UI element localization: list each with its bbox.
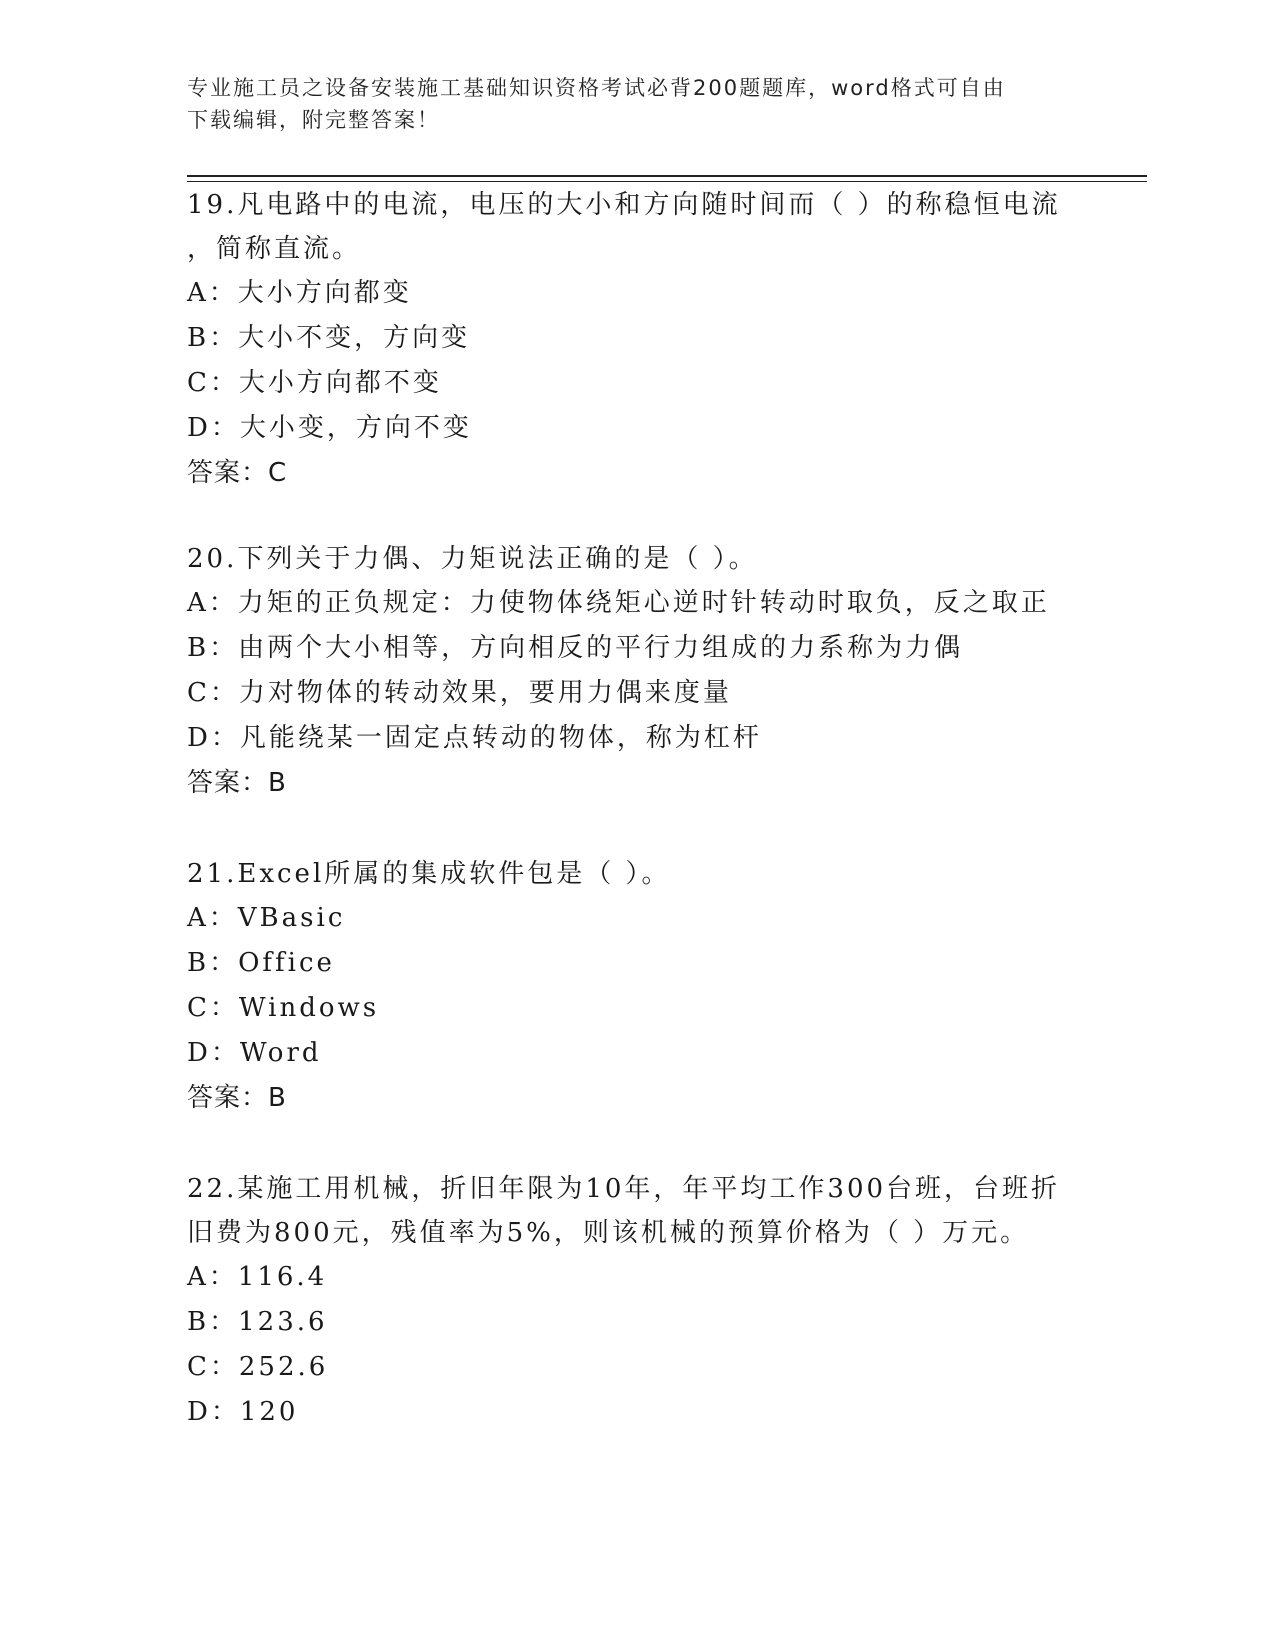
option-a: A：大小方向都变 [187, 278, 412, 308]
option-a: A：力矩的正负规定：力使物体绕矩心逆时针转动时取负，反之取正 [187, 588, 1050, 618]
answer: 答案：B [187, 1083, 287, 1113]
option-d: D：Word [187, 1038, 322, 1068]
option-b: B：由两个大小相等，方向相反的平行力组成的力系称为力偶 [187, 633, 964, 663]
header-line-1: 专业施工员之设备安装施工基础知识资格考试必背200题题库，word格式可自由 [187, 76, 1006, 100]
question-20 [187, 537, 1067, 806]
option-c: C：Windows [187, 993, 380, 1023]
question-stem-continued: 旧费为800元，残值率为5%，则该机械的预算价格为（ ）万元。 [187, 1218, 1030, 1248]
question-21 [187, 852, 1067, 1121]
question-22 [187, 1167, 1067, 1435]
question-stem: 21.Excel所属的集成软件包是（ ）。 [187, 859, 671, 889]
document-header [187, 72, 1067, 136]
option-b: B：Office [187, 948, 335, 978]
option-d: D：120 [187, 1397, 299, 1427]
header-divider-thin [187, 181, 1147, 182]
question-stem-continued: ，简称直流。 [187, 234, 362, 264]
question-stem: 22.某施工用机械，折旧年限为10年，年平均工作300台班，台班折 [187, 1174, 1061, 1204]
header-divider-thick [187, 175, 1147, 177]
option-d: D：凡能绕某一固定点转动的物体，称为杠杆 [187, 723, 762, 753]
question-stem: 20.下列关于力偶、力矩说法正确的是（ ）。 [187, 544, 758, 574]
option-c: C：252.6 [187, 1352, 329, 1382]
option-d: D：大小变，方向不变 [187, 413, 472, 443]
question-stem: 19.凡电路中的电流，电压的大小和方向随时间而（ ）的称稳恒电流 [187, 190, 1061, 220]
answer: 答案：B [187, 768, 287, 798]
answer: 答案：C [187, 458, 288, 488]
option-c: C：大小方向都不变 [187, 368, 442, 398]
option-a: A：116.4 [187, 1262, 328, 1292]
option-c: C：力对物体的转动效果，要用力偶来度量 [187, 678, 732, 708]
option-b: B：123.6 [187, 1307, 328, 1337]
option-b: B：大小不变，方向变 [187, 323, 471, 353]
option-a: A：VBasic [187, 903, 346, 933]
header-line-2: 下载编辑，附完整答案！ [187, 108, 440, 132]
question-19 [187, 183, 1067, 496]
